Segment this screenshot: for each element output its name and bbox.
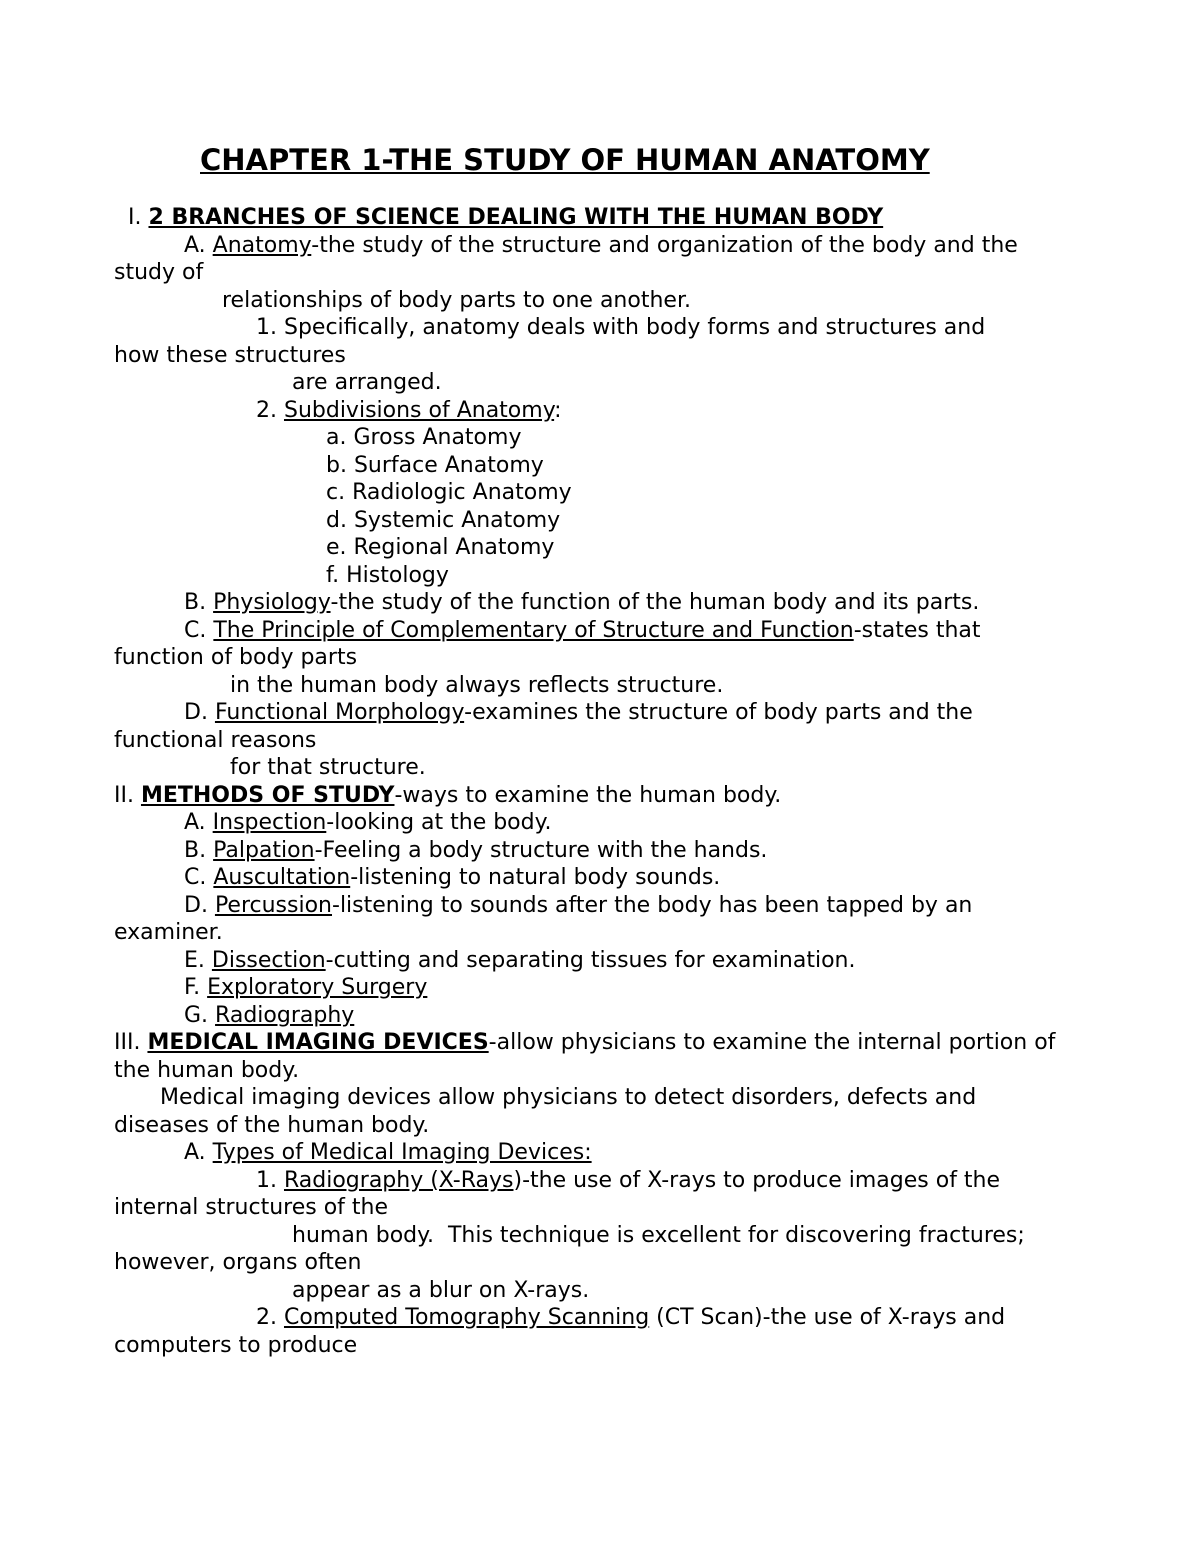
section-1-title: 2 BRANCHES OF SCIENCE DEALING WITH THE HUMAN BODY	[148, 205, 884, 230]
method-term: Percussion	[214, 893, 332, 918]
method-item: G. Radiography	[184, 1003, 355, 1028]
complementarity-definition: C. The Principle of Complementary of Structure and Function-states that	[184, 618, 981, 643]
ct-scan-wrap: computers to produce	[114, 1333, 358, 1358]
radiography-definition: 1. Radiography (X-Rays)-the use of X-rays to produce images of the	[256, 1168, 1001, 1193]
method-item: E. Dissection-cutting and separating tissues for examination.	[184, 948, 856, 973]
physiology-term: Physiology	[213, 590, 331, 615]
anatomy-point-1-wrap: are arranged.	[292, 370, 442, 395]
method-item: A. Inspection-looking at the body.	[184, 810, 552, 835]
anatomy-point-2: 2. Subdivisions of Anatomy:	[256, 398, 562, 423]
method-item: F. Exploratory Surgery	[184, 975, 428, 1000]
subdivision-item: c. Radiologic Anatomy	[326, 480, 572, 505]
radiography-wrap: internal structures of the	[114, 1195, 389, 1220]
section-3-heading-wrap: the human body.	[114, 1058, 300, 1083]
subdivision-item: e. Regional Anatomy	[326, 535, 555, 560]
radiography-wrap: human body. This technique is excellent for discovering fractures;	[292, 1223, 1025, 1248]
anatomy-definition-wrap: relationships of body parts to one another.	[222, 288, 691, 313]
morphology-wrap: functional reasons	[114, 728, 317, 753]
anatomy-point-1: 1. Specifically, anatomy deals with body forms and structures and	[256, 315, 986, 340]
physiology-definition: B. Physiology-the study of the function of the human body and its parts.	[184, 590, 980, 615]
anatomy-definition-wrap: study of	[114, 260, 204, 285]
radiography-term: Radiography (X-Rays	[283, 1168, 514, 1193]
method-item: C. Auscultation-listening to natural body sounds.	[184, 865, 721, 890]
method-item: B. Palpation-Feeling a body structure with the hands.	[184, 838, 768, 863]
method-item: D. Percussion-listening to sounds after the body has been tapped by an	[184, 893, 973, 918]
method-term: Exploratory Surgery	[207, 975, 428, 1000]
subdivisions-term: Subdivisions of Anatomy	[283, 398, 555, 423]
ct-scan-term: Computed Tomography Scanning	[283, 1305, 650, 1330]
imaging-types: A. Types of Medical Imaging Devices:	[184, 1140, 592, 1165]
ct-scan-definition: 2. Computed Tomography Scanning (CT Scan)-the use of X-rays and	[256, 1305, 1006, 1330]
section-2-title: METHODS OF STUDY	[140, 783, 395, 808]
subdivision-item: b. Surface Anatomy	[326, 453, 544, 478]
complementarity-term: The Principle of Complementary of Structure and Function	[213, 618, 854, 643]
morphology-term: Functional Morphology	[214, 700, 465, 725]
morphology-definition: D. Functional Morphology-examines the structure of body parts and the	[184, 700, 973, 725]
imaging-paragraph-wrap: diseases of the human body.	[114, 1113, 430, 1138]
subdivision-item: d. Systemic Anatomy	[326, 508, 561, 533]
radiography-wrap: appear as a blur on X-rays.	[292, 1278, 590, 1303]
anatomy-term: Anatomy	[212, 233, 312, 258]
subdivision-item: a. Gross Anatomy	[326, 425, 522, 450]
method-term: Auscultation	[213, 865, 351, 890]
radiography-wrap: however, organs often	[114, 1250, 362, 1275]
section-3-heading: III. MEDICAL IMAGING DEVICES-allow physicians to examine the internal portion of	[114, 1030, 1056, 1055]
section-1-heading: I. 2 BRANCHES OF SCIENCE DEALING WITH THE HUMAN BODY	[128, 205, 884, 230]
method-term: Palpation	[213, 838, 315, 863]
method-term: Dissection	[211, 948, 326, 973]
method-item-wrap: examiner.	[114, 920, 223, 945]
anatomy-definition: A. Anatomy-the study of the structure and organization of the body and the	[184, 233, 1018, 258]
chapter-title: CHAPTER 1-THE STUDY OF HUMAN ANATOMY	[200, 143, 930, 177]
section-3-title: MEDICAL IMAGING DEVICES	[147, 1030, 489, 1055]
section-2-heading: II. METHODS OF STUDY-ways to examine the human body.	[114, 783, 782, 808]
method-term: Radiography	[215, 1003, 355, 1028]
complementarity-wrap: function of body parts	[114, 645, 358, 670]
imaging-paragraph: Medical imaging devices allow physicians to detect disorders, defects and	[160, 1085, 977, 1110]
method-term: Inspection	[212, 810, 327, 835]
morphology-wrap: for that structure.	[230, 755, 426, 780]
complementarity-wrap: in the human body always reflects structure.	[230, 673, 724, 698]
imaging-types-term: Types of Medical Imaging Devices:	[212, 1140, 592, 1165]
subdivision-item: f. Histology	[326, 563, 449, 588]
anatomy-point-1-wrap: how these structures	[114, 343, 346, 368]
